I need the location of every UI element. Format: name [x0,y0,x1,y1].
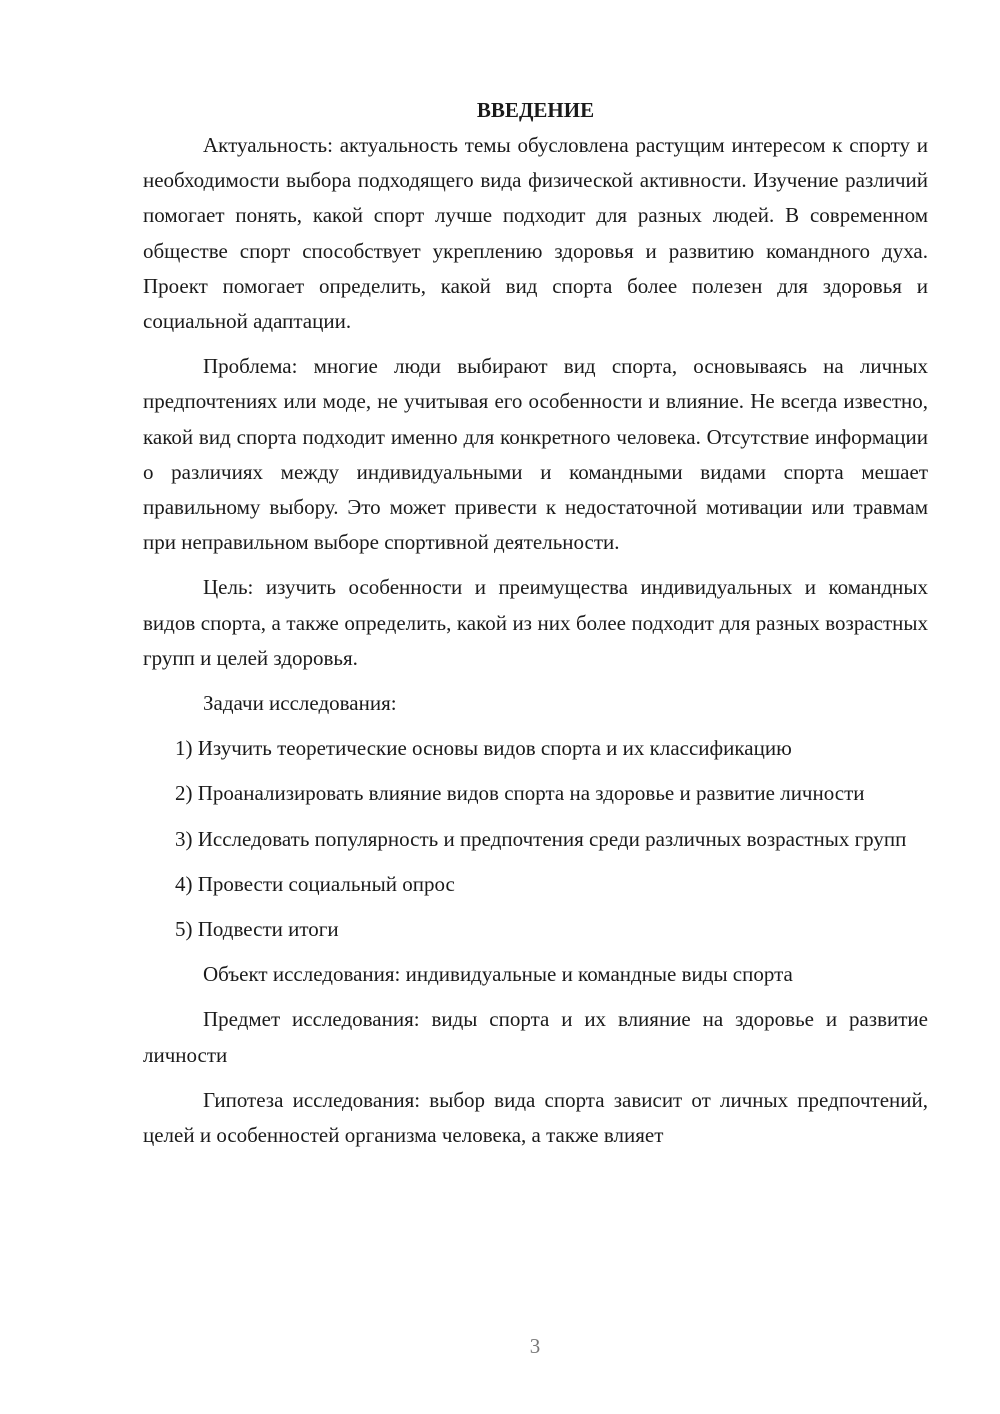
paragraph-goal: Цель: изучить особенности и преимущества индивидуальных и командных видов спорта, а также определить, какой из них более подходит для разных возрастных групп и целей здоровья. [143,575,928,670]
paragraph-object: Объект исследования: индивидуальные и командные виды спорта [203,962,793,987]
page-title: ВВЕДЕНИЕ [476,98,595,122]
document-page [143,93,928,1163]
task-item: 2) Проанализировать влияние видов спорта на здоровье и развитие личности [175,781,865,806]
tasks-heading: Задачи исследования: [203,691,397,716]
paragraph-hypothesis: Гипотеза исследования: выбор вида спорта зависит от личных предпочтений, целей и особенностей организма человека, а также влияет [143,1087,928,1148]
page-number: 3 [529,1334,541,1358]
task-item: 5) Подвести итоги [175,917,339,942]
task-item: 3) Исследовать популярность и предпочтения среди различных возрастных групп [175,826,907,851]
paragraph-subject: Предмет исследования: виды спорта и их влияние на здоровье и развитие личности [143,1007,928,1067]
task-item: 4) Провести социальный опрос [175,871,455,896]
paragraph-relevance: Актуальность: актуальность темы обусловлена растущим интересом к спорту и необходимости выбора подходящего вида физической активности. Изучение различий помогает понять, какой спорт лучше подходит для разных людей. В современном обществе спорт способствует укреплению здоровья и развитию командного духа. Проект помогает определить, какой вид спорта более полезен для здоровья и социальной адаптации. [143,133,928,334]
paragraph-problem: Проблема: многие люди выбирают вид спорта, основываясь на личных предпочтениях или моде, не учитывая его особенности и влияние. Не всегда известно, какой вид спорта подходит именно для конкретного человека. Отсутствие информации о различиях между индивидуальными и командными видами спорта мешает правильному выбору. Это может привести к недостаточной мотивации или травмам при неправильном выборе спортивной деятельности. [143,354,928,555]
task-item: 1) Изучить теоретические основы видов спорта и их классификацию [175,736,792,761]
